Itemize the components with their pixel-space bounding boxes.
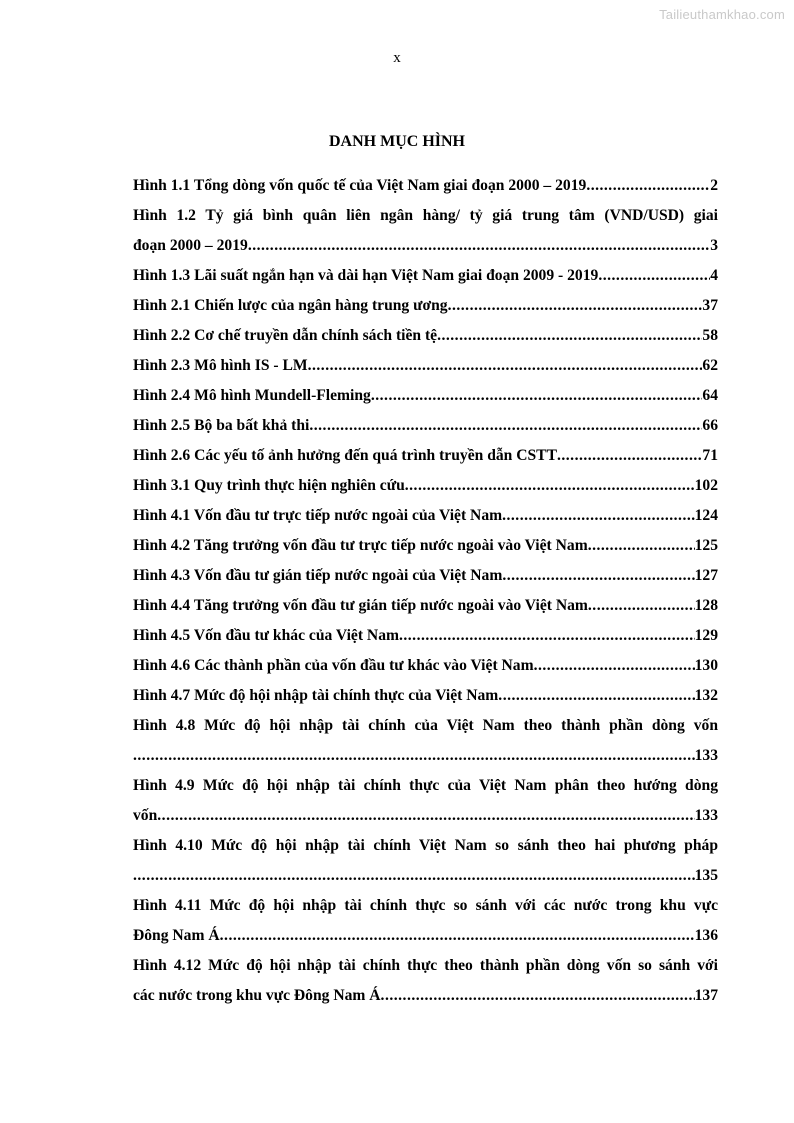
figure-entry[interactable] — [133, 711, 718, 771]
figure-entry-text: Hình 2.1 Chiến lược của ngân hàng trung ương — [133, 297, 448, 314]
figure-entry-text: Hình 2.4 Mô hình Mundell-Fleming — [133, 387, 371, 404]
dot-leader — [308, 351, 703, 381]
figure-entry-text: Hình 4.1 Vốn đầu tư trực tiếp nước ngoài của Việt Nam — [133, 507, 503, 524]
figure-entry-text: Hình 4.7 Mức độ hội nhập tài chính thực của Việt Nam — [133, 687, 499, 704]
figure-entry-text: Hình 4.6 Các thành phần của vốn đầu tư khác vào Việt Nam — [133, 657, 534, 674]
figure-entry-line — [133, 681, 718, 711]
figure-page-number: 71 — [702, 447, 718, 464]
dot-leader — [399, 621, 695, 651]
figure-entry[interactable] — [133, 891, 718, 951]
figure-entry[interactable] — [133, 591, 718, 621]
dot-leader — [381, 981, 695, 1011]
figure-entry-line — [133, 501, 718, 531]
figure-entry-line — [133, 861, 718, 891]
dot-leader — [586, 171, 710, 201]
figure-page-number: 129 — [694, 627, 718, 644]
figure-page-number: 127 — [694, 567, 718, 584]
figure-page-number: 136 — [694, 927, 718, 944]
figure-entry-line — [133, 471, 718, 501]
dot-leader — [557, 441, 702, 471]
figure-entry-text: đoạn 2000 – 2019 — [133, 237, 248, 254]
figure-entry[interactable] — [133, 951, 718, 1011]
figure-entry-line — [133, 321, 718, 351]
figure-entry-text: Đông Nam Á — [133, 927, 220, 944]
dot-leader — [248, 231, 710, 261]
figure-entry-text: các nước trong khu vực Đông Nam Á — [133, 987, 381, 1004]
figure-entry-line — [133, 531, 718, 561]
figure-entry[interactable] — [133, 201, 718, 261]
dot-leader — [588, 591, 695, 621]
figure-entry-line — [133, 441, 718, 471]
dot-leader — [133, 861, 695, 891]
dot-leader — [371, 381, 703, 411]
figure-page-number: 133 — [694, 807, 718, 824]
figure-entry-text: Hình 4.5 Vốn đầu tư khác của Việt Nam — [133, 627, 399, 644]
figure-page-number: 130 — [694, 657, 718, 674]
dot-leader — [498, 681, 694, 711]
figure-entry-text: Hình 2.5 Bộ ba bất khả thi — [133, 417, 310, 434]
figure-entry[interactable] — [133, 501, 718, 531]
figure-page-number: 102 — [694, 477, 718, 494]
figure-entry[interactable] — [133, 831, 718, 891]
dot-leader — [534, 651, 695, 681]
figure-entry[interactable] — [133, 321, 718, 351]
figure-page-number: 124 — [694, 507, 718, 524]
figure-entry-text: Hình 2.3 Mô hình IS - LM — [133, 357, 308, 374]
figure-entry-text: Hình 2.6 Các yếu tố ảnh hưởng đến quá trình truyền dẫn CSTT — [133, 447, 557, 464]
figure-page-number: 133 — [694, 747, 718, 764]
dot-leader — [598, 261, 710, 291]
figure-entry-line — [133, 171, 718, 201]
dot-leader — [157, 801, 694, 831]
dot-leader — [220, 921, 695, 951]
figure-entry-line — [133, 651, 718, 681]
figure-entry[interactable] — [133, 681, 718, 711]
figure-entry-text: Hình 4.9 Mức độ hội nhập tài chính thực của Việt Nam phân theo hướng dòng — [133, 777, 718, 794]
dot-leader — [309, 411, 702, 441]
watermark: Tailieuthamkhao.com — [659, 7, 785, 22]
figure-entry[interactable] — [133, 561, 718, 591]
dot-leader — [437, 321, 702, 351]
figure-entry-text: Hình 1.2 Tỷ giá bình quân liên ngân hàng/ tỷ giá trung tâm (VND/USD) giai — [133, 207, 718, 224]
dot-leader — [405, 471, 695, 501]
dot-leader — [448, 291, 703, 321]
figure-page-number: 132 — [694, 687, 718, 704]
figure-page-number: 125 — [694, 537, 718, 554]
figure-entry-text: Hình 1.3 Lãi suất ngắn hạn và dài hạn Việt Nam giai đoạn 2009 - 2019 — [133, 267, 599, 284]
figure-page-number: 135 — [694, 867, 718, 884]
figure-entry[interactable] — [133, 771, 718, 831]
figure-page-number: 4 — [710, 267, 718, 284]
figure-entry-text: Hình 4.4 Tăng trưởng vốn đầu tư gián tiếp nước ngoài vào Việt Nam — [133, 597, 588, 614]
figure-page-number: 2 — [710, 177, 718, 194]
figure-entry-line — [133, 291, 718, 321]
figure-entry-line — [133, 621, 718, 651]
figure-page-number: 58 — [702, 327, 718, 344]
page-number: x — [393, 50, 401, 66]
figure-entry-line — [133, 801, 718, 831]
figure-entry-line — [133, 591, 718, 621]
figure-list — [133, 171, 718, 1011]
figure-entry[interactable] — [133, 531, 718, 561]
figure-entry-line — [133, 351, 718, 381]
figure-entry-text: Hình 2.2 Cơ chế truyền dẫn chính sách tiền tệ — [133, 327, 438, 344]
figure-page-number: 66 — [702, 417, 718, 434]
figure-entry-text: Hình 4.2 Tăng trưởng vốn đầu tư trực tiếp nước ngoài vào Việt Nam — [133, 537, 588, 554]
figure-entry-line — [133, 741, 718, 771]
figure-page-number: 137 — [694, 987, 718, 1004]
figure-entry-line — [133, 381, 718, 411]
dot-leader — [588, 531, 695, 561]
figure-entry-line — [133, 231, 718, 261]
figure-entry-text: Hình 4.11 Mức độ hội nhập tài chính thực so sánh với các nước trong khu vực — [133, 897, 718, 914]
figure-entry[interactable] — [133, 411, 718, 441]
figure-entry-text: Hình 4.10 Mức độ hội nhập tài chính Việt Nam so sánh theo hai phương pháp — [133, 837, 718, 854]
figure-entry[interactable] — [133, 291, 718, 321]
figure-page-number: 64 — [702, 387, 718, 404]
figure-entry-line — [133, 921, 718, 951]
page-title: DANH MỤC HÌNH — [329, 133, 465, 150]
figure-page-number: 62 — [702, 357, 718, 374]
figure-entry-line — [133, 561, 718, 591]
figure-entry[interactable] — [133, 471, 718, 501]
figure-page-number: 128 — [694, 597, 718, 614]
figure-page-number: 3 — [710, 237, 718, 254]
figure-entry-line — [133, 981, 718, 1011]
figure-entry[interactable] — [133, 261, 718, 291]
figure-entry-text: vốn — [133, 807, 158, 824]
figure-page-number: 37 — [702, 297, 718, 314]
figure-entry[interactable] — [133, 351, 718, 381]
figure-entry[interactable] — [133, 171, 718, 201]
figure-entry-line — [133, 411, 718, 441]
figure-entry[interactable] — [133, 651, 718, 681]
figure-entry-text: Hình 4.3 Vốn đầu tư gián tiếp nước ngoài của Việt Nam — [133, 567, 503, 584]
figure-entry[interactable] — [133, 621, 718, 651]
figure-entry-line — [133, 261, 718, 291]
figure-entry-text: Hình 1.1 Tổng dòng vốn quốc tế của Việt Nam giai đoạn 2000 – 2019 — [133, 177, 587, 194]
dot-leader — [502, 561, 694, 591]
figure-entry-text: Hình 3.1 Quy trình thực hiện nghiên cứu — [133, 477, 405, 494]
figure-entry-text: Hình 4.8 Mức độ hội nhập tài chính của Việt Nam theo thành phần dòng vốn — [133, 717, 718, 734]
figure-entry[interactable] — [133, 441, 718, 471]
dot-leader — [502, 501, 695, 531]
dot-leader — [133, 741, 695, 771]
figure-entry-text: Hình 4.12 Mức độ hội nhập tài chính thực theo thành phần dòng vốn so sánh với — [133, 957, 718, 974]
figure-entry[interactable] — [133, 381, 718, 411]
